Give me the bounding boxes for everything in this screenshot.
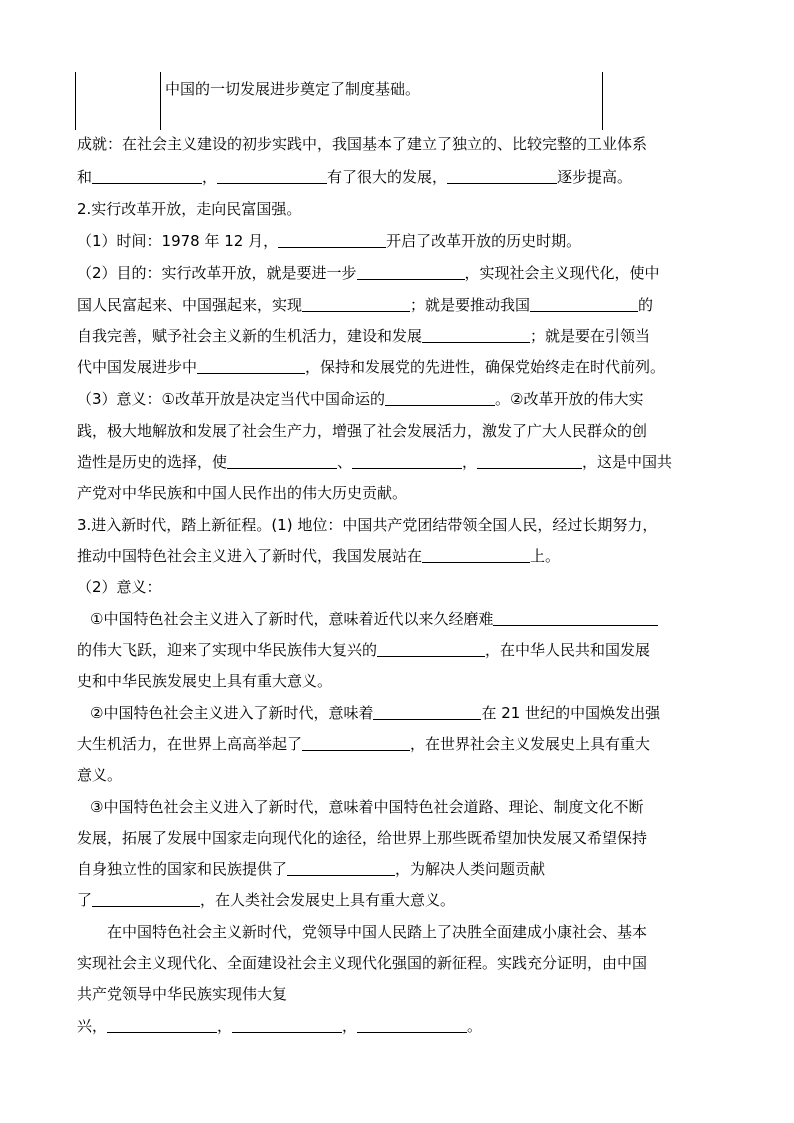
fill-blank[interactable] [278, 231, 386, 248]
text-line: 推动中国特色社会主义进入了新时代，我国发展站在 上。 [77, 547, 561, 565]
fill-blank[interactable] [302, 295, 410, 312]
text-line: 在中国特色社会主义新时代，党领导中国人民踏上了决胜全面建成小康社会、基本 [107, 923, 648, 941]
text-line: 造性是历史的选择，使 、 ， ，这是中国共 [77, 453, 673, 471]
table-border-inner [160, 72, 161, 130]
fill-blank[interactable] [385, 389, 495, 406]
text-line: （2）目的：实行改革开放，就是要进一步 ，实现社会主义现代化，使中 [77, 264, 660, 282]
table-cell-text: 中国的一切发展进步奠定了制度基础。 [165, 80, 421, 98]
text-line: 国人民富起来、中国强起来，实现 ；就是要推动我国 的 [77, 296, 654, 314]
text-line: 的伟大飞跃，迎来了实现中华民族伟大复兴的 ，在中华人民共和国发展 [77, 641, 651, 659]
fill-blank[interactable] [530, 295, 638, 312]
text-line: 代中国发展进步中 ，保持和发展党的先进性，确保党始终走在时代前列。 [77, 358, 666, 376]
table-border-right [602, 72, 603, 130]
text-line: ②中国特色社会主义进入了新时代，意味着 在 21 世纪的中国焕发出强 [90, 704, 661, 722]
fill-blank[interactable] [217, 167, 327, 184]
fill-blank[interactable] [357, 263, 465, 280]
fill-blank[interactable] [232, 1016, 342, 1033]
fill-blank[interactable] [373, 703, 481, 720]
fill-blank[interactable] [197, 357, 305, 374]
text-line: 自身独立性的国家和民族提供了 ，为解决人类问题贡献 [77, 860, 546, 878]
fill-blank[interactable] [92, 890, 200, 907]
text-line: 和 ， 有了很大的发展， 逐步提高。 [77, 168, 633, 186]
text-line: 产党对中华民族和中国人民作出的伟大历史贡献。 [77, 484, 408, 502]
fill-blank[interactable] [422, 546, 530, 563]
fill-blank[interactable] [477, 452, 582, 469]
section-heading: 2.实行改革开放，走向民富国强。 [77, 200, 302, 218]
table-border-left [75, 72, 76, 130]
table-fragment [75, 72, 603, 130]
fill-blank[interactable] [377, 640, 485, 657]
fill-blank[interactable] [422, 326, 530, 343]
text-line: 自我完善，赋予社会主义新的生机活力，建设和发展 ；就是要在引领当 [77, 327, 651, 345]
text-line: 大生机活力，在世界上高高举起了 ，在世界社会主义发展史上具有重大 [77, 735, 651, 753]
text-line: （1）时间：1978 年 12 月， 开启了改革开放的历史时期。 [77, 232, 582, 250]
fill-blank[interactable] [302, 734, 410, 751]
text-line: ③中国特色社会主义进入了新时代，意味着中国特色社会道路、理论、制度文化不断 [90, 798, 644, 816]
section-heading: 3.进入新时代，踏上新征程。(1) 地位：中国共产党团结带领全国人民，经过长期努力， [77, 516, 658, 534]
text-line: 了 ，在人类社会发展史上具有重大意义。 [77, 891, 456, 909]
text-line: 成就：在社会主义建设的初步实践中，我国基本了建立了独立的、比较完整的工业体系 [77, 135, 648, 153]
fill-blank[interactable] [357, 1016, 467, 1033]
text-line: （2）意义： [77, 578, 162, 596]
text-line: ①中国特色社会主义进入了新时代，意味着近代以来久经磨难 [90, 608, 740, 630]
fill-blank[interactable] [352, 452, 462, 469]
fill-blank[interactable] [92, 167, 202, 184]
text-line: 共产党领导中华民族实现伟大复 [77, 985, 288, 1003]
fill-blank[interactable] [447, 167, 557, 184]
text-line: 意义。 [77, 766, 123, 784]
fill-blank[interactable] [227, 452, 337, 469]
fill-blank[interactable] [107, 1016, 217, 1033]
text-line: （3）意义：①改革开放是决定当代中国命运的 。②改革开放的伟大实 [77, 390, 644, 408]
text-line: 实现社会主义现代化、全面建设社会主义现代化强国的新征程。实践充分证明，由中国 [77, 954, 648, 972]
fill-blank[interactable] [493, 609, 658, 626]
text-line: 践，极大地解放和发展了社会生产力，增强了社会发展活力，激发了广大人民群众的创 [77, 422, 648, 440]
text-line: 兴， ， ， 。 [77, 1017, 483, 1035]
text-line: 史和中华民族发展史上具有重大意义。 [77, 672, 333, 690]
fill-blank[interactable] [287, 859, 395, 876]
text-line: 发展，拓展了发展中国家走向现代化的途径，给世界上那些既希望加快发展又希望保持 [77, 829, 648, 847]
